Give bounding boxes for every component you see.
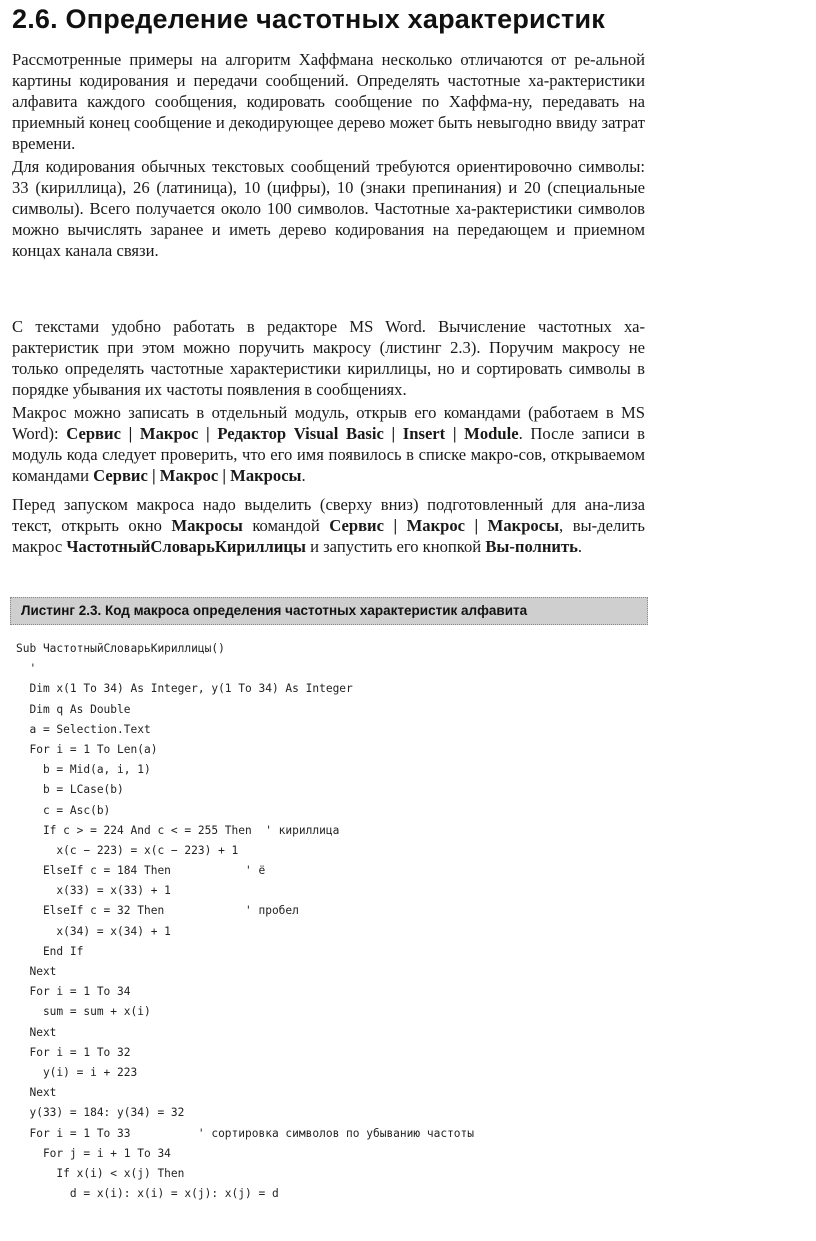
code-line: ': [16, 662, 37, 676]
code-line: Dim q As Double: [16, 702, 131, 716]
code-listing: [16, 639, 474, 1204]
menu-path-macros: Сервис | Макрос | Макросы: [93, 466, 302, 485]
paragraph-text: Перед запуском макроса надо выделить (сверху вниз) подготовленный для ана-лиза текст, открыть окно: [12, 495, 645, 535]
listing-title: Листинг 2.3. Код макроса определения частотных характеристик алфавита: [21, 603, 528, 618]
menu-path-macros: Сервис | Макрос | Макросы: [329, 516, 560, 535]
paragraph-text: командой: [242, 516, 330, 535]
paragraph-run-macro: [12, 494, 645, 557]
section-heading: 2.6. Определение частотных характеристик: [12, 4, 605, 34]
code-line: Dim x(1 To 34) As Integer, y(1 To 34) As Integer: [16, 682, 353, 696]
code-line: b = Mid(a, i, 1): [16, 763, 151, 777]
code-line: If c > = 224 And c < = 255 Then ' кириллица: [16, 823, 340, 837]
code-line: x(34) = x(34) + 1: [16, 924, 171, 938]
paragraph-text: и запустить его кнопкой: [305, 537, 486, 556]
code-line: b = LCase(b): [16, 783, 124, 797]
paragraph-symbol-count: Для кодирования обычных текстовых сообщений требуются ориентировочно символы: 33 (кириллица), 26 (латиница), 10 (цифры), 10 (знаки препинания) и 20 (специальные символы). Всего получается около 100 символов. Частотные ха-рактеристики символов можно вычислять заранее и иметь дерево кодирования на передающем и приемном концах канала связи.: [12, 157, 645, 260]
code-line: ElseIf c = 184 Then ' ё: [16, 864, 266, 878]
code-line: If x(i) < x(j) Then: [16, 1166, 185, 1180]
paragraph-huffman-intro: Рассмотренные примеры на алгоритм Хаффмана несколько отличаются от ре-альной картины кодирования и передачи сообщений. Определять частотные ха-рактеристики алфавита каждого сообщения, кодировать сообщение по Хаффма-ну, передавать на приемный конец сообщение и декодирующее дерево может быть невыгодно ввиду затрат времени.: [12, 50, 645, 153]
paragraph-text: .: [301, 466, 306, 485]
code-line: Sub ЧастотныйСловарьКириллицы(): [16, 642, 225, 655]
paragraph-text: . После записи в модуль кода следует проверить, что его имя появилось в списке макро-сов, открываемом командами: [12, 424, 645, 485]
paragraph-text: Макрос можно записать в отдельный модуль, открыв его командами (работаем в MS Word):: [12, 403, 645, 443]
term-macro-name: ЧастотныйСловарьКириллицы: [66, 537, 306, 556]
paragraph-text: .: [577, 537, 583, 556]
code-line: y(i) = i + 223: [16, 1065, 138, 1079]
paragraph-ms-word: С текстами удобно работать в редакторе MS Word. Вычисление частотных ха-рактеристик при этом можно поручить макросу (листинг 2.3). Поручим макросу не только определять частотные характеристики кириллицы, но и сортировать символы в порядке убывания их частоты появления в сообщениях.: [12, 317, 645, 399]
code-line: ElseIf c = 32 Then ' пробел: [16, 904, 299, 918]
code-line: Next: [16, 965, 57, 978]
code-line: x(33) = x(33) + 1: [16, 884, 171, 898]
term-macros-window: Макросы: [171, 516, 243, 535]
listing-header: [10, 597, 648, 625]
code-line: sum = sum + x(i): [16, 1005, 151, 1019]
code-line: For i = 1 To 34: [16, 985, 131, 999]
paragraph-macro-module: [12, 402, 645, 486]
code-line: a = Selection.Text: [16, 722, 151, 736]
code-line: End If: [16, 944, 84, 958]
menu-path-vba-editor: Сервис | Макрос | Редактор Visual Basic | Insert | Module: [66, 424, 519, 443]
term-run-button: Вы-полнить: [485, 537, 578, 556]
code-line: y(33) = 184: y(34) = 32: [16, 1106, 185, 1120]
code-line: x(c − 223) = x(c − 223) + 1: [16, 843, 239, 857]
code-line: d = x(i): x(i) = x(j): x(j) = d: [16, 1187, 279, 1201]
code-line: c = Asc(b): [16, 803, 111, 817]
code-line: Next: [16, 1025, 57, 1039]
code-line: For i = 1 To 32: [16, 1045, 131, 1059]
code-line: For i = 1 To 33 ' сортировка символов по убыванию частоты: [16, 1126, 475, 1140]
code-line: For j = i + 1 To 34: [16, 1146, 171, 1160]
code-line: For i = 1 To Len(a): [16, 742, 158, 756]
code-line: Next: [16, 1086, 57, 1100]
paragraph-text: , вы-делить макрос: [12, 516, 645, 556]
